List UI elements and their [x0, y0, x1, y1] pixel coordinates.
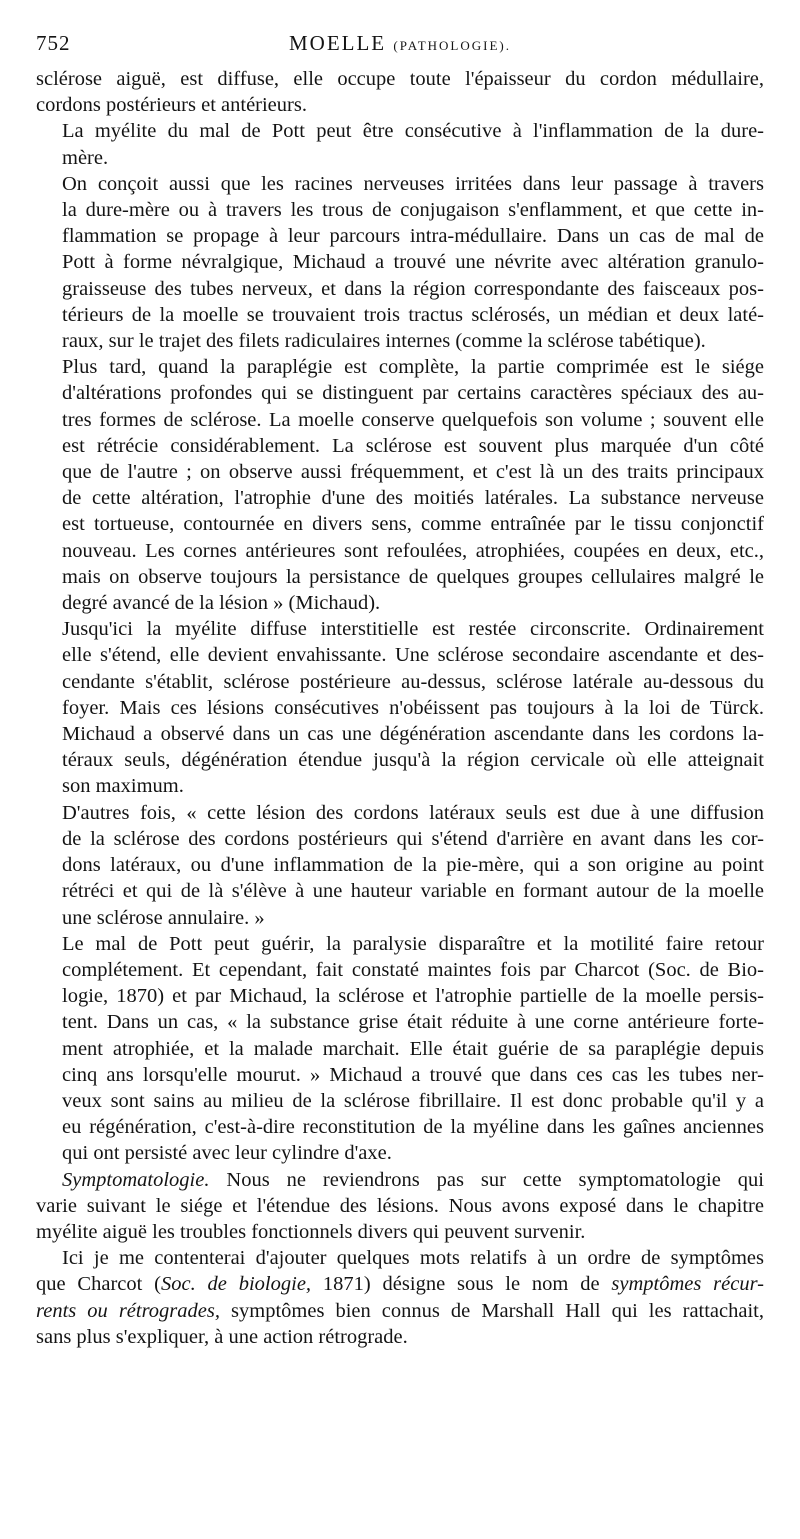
text-line: D'autres fois, « cette lésion des cordons latéraux seuls est due à une diffusion	[62, 801, 764, 824]
text-line: Plus tard, quand la paraplégie est complète, la partie comprimée est le siége	[62, 356, 764, 379]
paragraph	[36, 616, 764, 799]
text-line: eu régénération, c'est-à-dire reconstitution de la myéline dans les gaînes anciennes	[62, 1116, 764, 1139]
running-title-sub: (PATHOLOGIE).	[393, 38, 511, 53]
text-line: logie, 1870) et par Michaud, la sclérose et l'atrophie partielle de la moelle persis-	[62, 985, 764, 1008]
text-line: Jusqu'ici la myélite diffuse interstitielle est restée circonscrite. Ordinairement	[62, 618, 764, 641]
text-line: mais on observe toujours la persistance de quelques groupes cellulaires malgré le	[62, 565, 764, 588]
paragraph	[36, 118, 764, 170]
text-line: la dure-mère ou à travers les trous de conjugaison s'enflamment, et que cette in-	[62, 199, 764, 222]
text-line: tent. Dans un cas, « la substance grise était réduite à une corne antérieure forte-	[62, 1011, 764, 1034]
text-line	[36, 1298, 764, 1324]
text-line: flammation se propage à leur parcours intra-médullaire. Dans un cas de mal de	[62, 225, 764, 248]
text-line: térieurs de la moelle se trouvaient trois tractus sclérosés, un médian et deux laté-	[62, 303, 764, 326]
page-number: 752	[36, 31, 71, 55]
paragraph-final	[36, 1245, 764, 1350]
text-line: veux sont sains au milieu de la sclérose fibrillaire. Il est donc probable qu'il y a	[62, 1089, 764, 1112]
text-line: sclérose aiguë, est diffuse, elle occupe toute l'épaisseur du cordon médullaire,	[36, 68, 764, 90]
text-line	[36, 1245, 764, 1271]
text-line: cendante s'établit, sclérose postérieure au-dessus, sclérose latérale au-dessous du	[62, 670, 764, 693]
term-italic: symptômes récur-	[611, 1273, 765, 1296]
section-heading: Symptomatologie.	[62, 1168, 210, 1191]
text-line: tres formes de sclérose. La moelle conserve quelquefois son volume ; souvent elle	[62, 408, 764, 431]
page-header	[36, 30, 764, 58]
text-line: graisseuse des tubes nerveux, et dans la région correspondante des faisceaux pos-	[62, 277, 764, 300]
text-line: une sclérose annulaire. »	[62, 906, 265, 929]
text-line: elle s'étend, elle devient envahissante. Une sclérose secondaire ascendante et des-	[62, 644, 764, 667]
text-fragment: 1871) désigne sous le nom de	[311, 1273, 612, 1296]
text-fragment: que Charcot (	[36, 1273, 161, 1296]
text-line: que de l'autre ; on observe aussi fréquemment, et c'est là un des traits principaux	[62, 461, 764, 484]
paragraph	[36, 931, 764, 1167]
text-line: est rétrécie considérablement. La sclérose est souvent plus marquée d'un côté	[62, 434, 764, 457]
running-title-main: MOELLE	[288, 31, 387, 55]
text-line: de cette altération, l'atrophie d'une des moitiés latérales. La substance nerveuse	[62, 487, 764, 510]
text-line	[36, 1271, 764, 1297]
text-line: Michaud a observé dans un cas une dégénération ascendante dans les cordons la-	[62, 723, 764, 746]
body-text	[36, 66, 764, 1350]
text-line: ment atrophiée, et la malade marchait. Elle était guérie de sa paraplégie depuis	[62, 1037, 764, 1060]
text-line: téraux seuls, dégénération étendue jusqu'à la région cervicale où elle atteignait	[62, 749, 764, 772]
text-line: raux, sur le trajet des filets radiculaires internes (comme la sclérose tabétique).	[62, 330, 706, 353]
text-line: On conçoit aussi que les racines nerveuses irritées dans leur passage à travers	[62, 172, 764, 195]
text-line: d'altérations profondes qui se distinguent par certains caractères spéciaux des au-	[62, 382, 764, 405]
text-fragment: sans plus s'expliquer, à une action rétrograde.	[36, 1325, 408, 1348]
text-line: Le mal de Pott peut guérir, la paralysie disparaître et la motilité faire retour	[62, 932, 764, 955]
text-line: foyer. Mais ces lésions consécutives n'obéissent pas toujours à la loi de Türck.	[62, 696, 764, 719]
text-line: dons latéraux, ou d'une inflammation de la pie-mère, qui a son origine au point	[62, 854, 764, 877]
citation-italic: Soc. de biologie,	[161, 1273, 312, 1296]
text-fragment: symptômes bien connus de Marshall Hall qui les rattachait,	[220, 1299, 764, 1322]
text-fragment: Nous ne reviendrons pas sur cette symptomatologie qui	[209, 1168, 764, 1191]
text-line: qui ont persisté avec leur cylindre d'axe.	[62, 1142, 392, 1165]
text-line: myélite aiguë les troubles fonctionnels divers qui peuvent survenir.	[36, 1220, 586, 1243]
running-title	[36, 30, 764, 59]
text-line: Pott à forme névralgique, Michaud a trouvé une névrite avec altération granulo-	[62, 251, 764, 274]
text-line	[36, 1324, 764, 1350]
paragraph	[36, 800, 764, 931]
text-line: de la sclérose des cordons postérieurs qui s'étend d'arrière en avant dans les cor-	[62, 827, 764, 850]
text-line: son maximum.	[62, 775, 184, 798]
text-line: complétement. Et cependant, fait constaté maintes fois par Charcot (Soc. de Bio-	[62, 958, 764, 981]
text-line	[36, 1167, 764, 1193]
paragraph-symptomatology	[36, 1167, 764, 1246]
text-line: est tortueuse, contournée en divers sens, comme entraînée par le tissu conjonctif	[62, 513, 764, 536]
paragraph	[36, 171, 764, 354]
term-italic: rents ou rétrogrades,	[36, 1299, 220, 1322]
text-line: rétréci et qui de là s'élève à une hauteur variable en formant autour de la moelle	[62, 880, 764, 903]
text-line: La myélite du mal de Pott peut être consécutive à l'inflammation de la dure-	[62, 120, 764, 143]
text-line: nouveau. Les cornes antérieures sont refoulées, atrophiées, coupées en deux, etc.,	[62, 539, 764, 562]
text-line: degré avancé de la lésion » (Michaud).	[62, 592, 381, 615]
text-fragment: Ici je me contenterai d'ajouter quelques mots relatifs à un ordre de symptômes	[62, 1247, 764, 1270]
text-line: varie suivant le siége et l'étendue des lésions. Nous avons exposé dans le chapitre	[36, 1194, 764, 1217]
paragraph	[36, 66, 764, 118]
paragraph	[36, 354, 764, 616]
text-line: cinq ans lorsqu'elle mourut. » Michaud a trouvé que dans ces cas les tubes ner-	[62, 1063, 764, 1086]
text-line: cordons postérieurs et antérieurs.	[36, 94, 307, 117]
text-line: mère.	[62, 146, 109, 169]
